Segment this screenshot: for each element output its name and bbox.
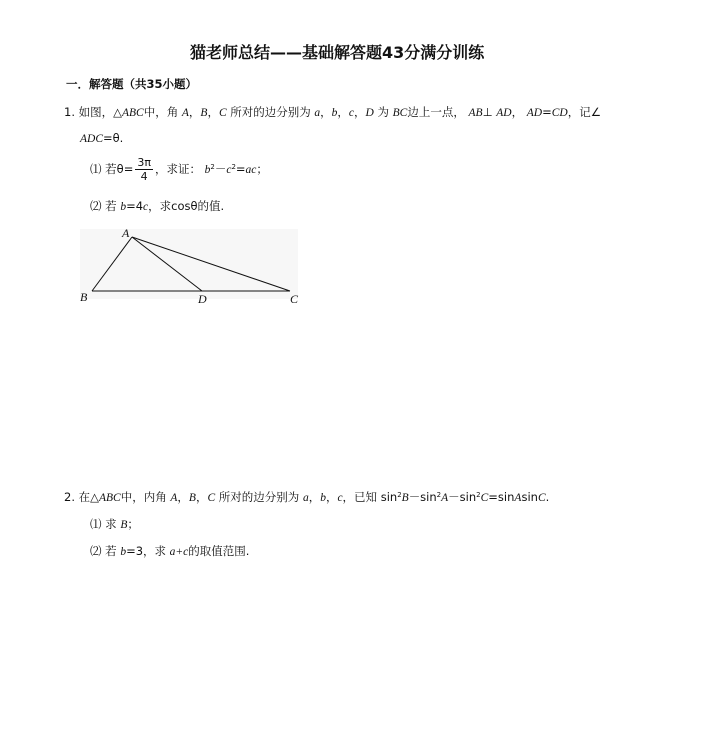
q2-comma: ，	[177, 490, 189, 504]
q2-part1-end: ；	[127, 517, 139, 531]
q2-var: A	[514, 492, 522, 504]
q1-var-ad2: AD	[526, 107, 543, 119]
figure-background	[80, 229, 298, 299]
q1-lead: 如图，△	[78, 105, 122, 119]
q2-op: －sin	[408, 490, 437, 504]
q2-part1	[90, 516, 139, 532]
q1-part2-eq: =4	[126, 199, 144, 213]
fraction-denominator: 4	[140, 170, 148, 183]
fraction-numerator: 3π	[137, 156, 151, 169]
q1-var-bc: BC	[392, 107, 408, 119]
q2-var: B	[401, 492, 409, 504]
q2-part2-eq: =3，求	[126, 544, 167, 558]
q1-var-b-upper: B	[200, 107, 208, 119]
q1-part1-eq: =	[235, 162, 246, 176]
q2-var-a-upper: A	[170, 492, 178, 504]
q2-comma: ，	[308, 490, 321, 504]
q1-var-b: b	[331, 107, 338, 119]
q1-part1-end: ；	[256, 162, 268, 176]
q1-part1-text: 若θ=	[105, 162, 134, 176]
q2-part1-label: ⑴	[90, 517, 102, 531]
q1-var-c-upper: C	[218, 107, 227, 119]
q2-number: 2.	[64, 490, 75, 504]
q2-var-b: b	[320, 492, 326, 504]
q1-tail: ，记∠	[567, 105, 602, 119]
q1-var-ab: AB	[468, 107, 483, 119]
q1-part1-after: ，求证：	[154, 162, 201, 176]
q2-part2	[90, 543, 249, 559]
q2-part2-apc: a+c	[169, 546, 189, 558]
q1-fraction	[135, 156, 153, 183]
q2-var-c: c	[337, 492, 343, 504]
q1-line1	[64, 104, 601, 120]
q2-triangle: ABC	[99, 492, 121, 504]
q1-part2-c: c	[143, 201, 149, 213]
q2-mid3: ，已知 sin	[342, 490, 398, 504]
q2-sup: 2	[476, 491, 481, 499]
q1-comma: ，	[188, 105, 201, 119]
q1-mid4: 边上一点，	[407, 105, 465, 119]
q1-number: 1.	[64, 105, 75, 119]
q2-var: C	[537, 492, 546, 504]
q1-var-d: D	[365, 107, 374, 119]
section-header: 一．解答题（共35小题）	[66, 77, 198, 91]
q1-part1	[90, 156, 268, 183]
q2-sup: 2	[436, 491, 442, 499]
q1-line2	[80, 131, 123, 145]
q2-var: C	[480, 492, 489, 504]
q2-line1	[64, 489, 549, 505]
label-d: D	[198, 292, 207, 306]
q1-var-cd: CD	[551, 107, 568, 119]
q2-op: －sin	[448, 490, 477, 504]
q2-lead: 在△	[78, 490, 99, 504]
q1-var-a: a	[314, 107, 321, 119]
label-c: C	[290, 292, 299, 306]
q1-part2-label: ⑵	[90, 199, 102, 213]
q1-part2-text: 若	[105, 199, 117, 213]
q1-text	[79, 105, 601, 119]
q1-part2-rest: ，求cosθ的值.	[148, 199, 225, 213]
q1-mid1: 中，角	[143, 105, 179, 119]
q1-comma: ，	[320, 105, 332, 119]
q2-comma: ，	[195, 490, 208, 504]
q2-text	[79, 490, 550, 504]
q1-mid2: 所对的边分别为	[230, 105, 311, 119]
q2-mid2: 所对的边分别为	[218, 490, 300, 504]
q2-part2-text: 若	[105, 544, 117, 558]
q1-triangle: ABC	[121, 107, 144, 119]
q1-part2-b: b	[120, 201, 127, 213]
q1-comma: ，	[207, 105, 219, 119]
q1-part1-c: c	[226, 164, 232, 176]
q1-var-adc: ADC	[80, 133, 103, 145]
q2-comma: ，	[325, 490, 338, 504]
q1-part1-label: ⑴	[90, 162, 102, 176]
q2-var: A	[441, 492, 449, 504]
q2-end: .	[545, 490, 550, 504]
q1-part1-b: b	[204, 164, 211, 176]
q1-part1-minus: －	[214, 162, 227, 176]
page-title: 猫老师总结——基础解答题43分满分训练	[190, 43, 485, 62]
q2-var-b-upper: B	[188, 492, 196, 504]
q1-mid3: 为	[377, 105, 389, 119]
q1-part1-sup: 2	[210, 163, 215, 171]
q1-var-a-upper: A	[181, 107, 189, 119]
q2-op: sin	[521, 490, 538, 504]
q2-sup: 2	[397, 491, 402, 499]
label-b: B	[80, 290, 88, 304]
q2-part1-text: 求	[105, 517, 117, 531]
q2-var-a: a	[302, 492, 309, 504]
q2-part1-b: B	[120, 519, 128, 531]
q1-eq: =	[542, 105, 552, 119]
q1-comma: ，	[337, 105, 349, 119]
q2-part2-label: ⑵	[90, 544, 102, 558]
q1-part1-ac: ac	[245, 164, 257, 176]
q2-part2-b: b	[120, 546, 127, 558]
q1-var-c: c	[348, 107, 355, 119]
q1-part2	[90, 198, 224, 214]
q1-part1-sup: 2	[231, 163, 236, 171]
q1-perp: ⊥	[482, 105, 493, 119]
q2-op: =sin	[488, 490, 515, 504]
q2-mid1: 中，内角	[120, 490, 167, 504]
label-a: A	[122, 226, 130, 240]
q1-comma: ，	[354, 105, 366, 119]
q2-var-c-upper: C	[207, 492, 216, 504]
q1-comma: ，	[511, 105, 524, 119]
triangle-figure	[78, 225, 303, 310]
q2-part2-rest: 的取值范围.	[188, 544, 250, 558]
q1-var-ad: AD	[496, 107, 512, 119]
q1-line2-rest: =θ.	[103, 131, 124, 145]
